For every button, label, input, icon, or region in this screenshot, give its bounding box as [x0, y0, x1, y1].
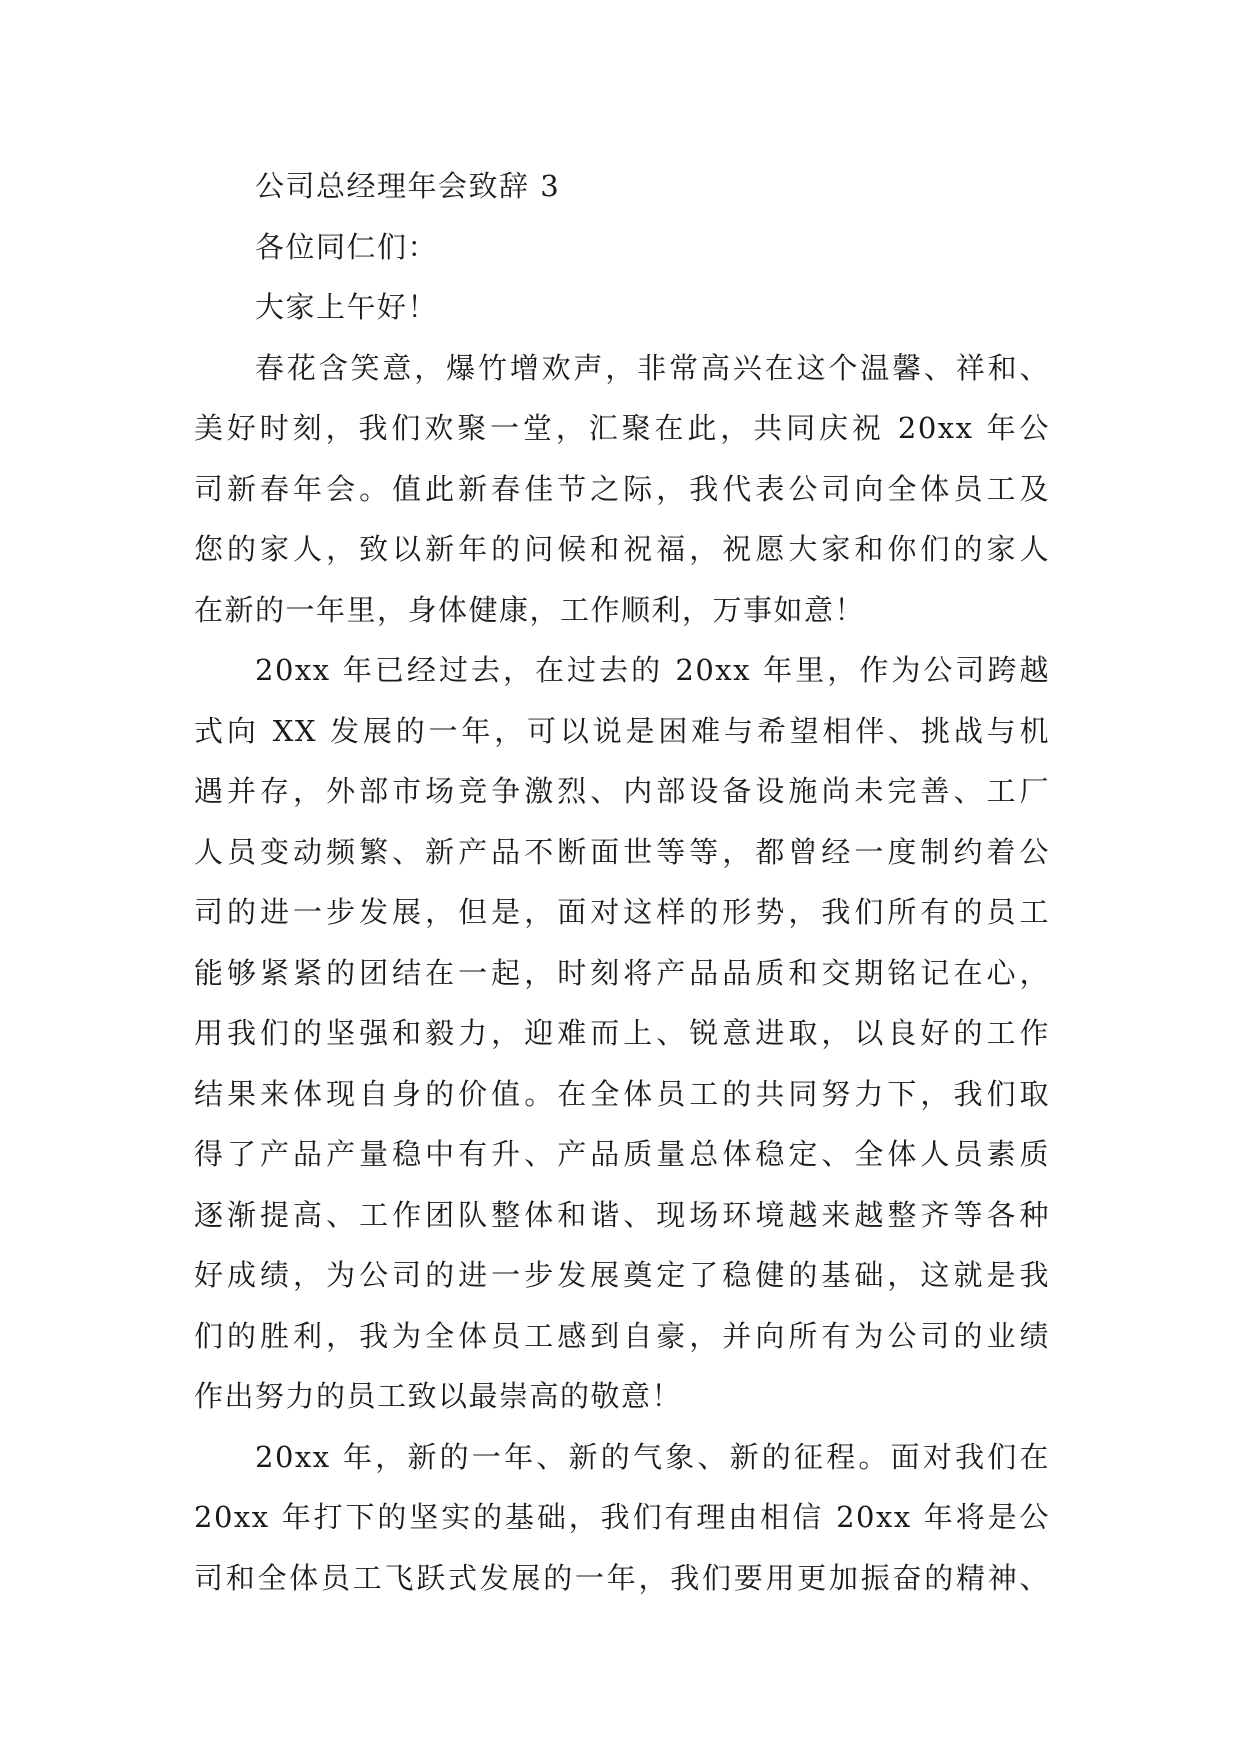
paragraph-line: 司新春年会。值此新春佳节之际，我代表公司向全体员工及 [194, 471, 1050, 506]
paragraph-line: 司的进一步发展，但是，面对这样的形势，我们所有的员工 [194, 895, 1050, 929]
paragraph-line: 逐渐提高、工作团队整体和谐、现场环境越来越整齐等各种 [194, 1197, 1050, 1232]
paragraph-line: 20xx 年打下的坚实的基础，我们有理由相信 20xx 年将是公 [194, 1500, 1050, 1534]
paragraph-line: 20xx 年已经过去，在过去的 20xx 年里，作为公司跨越 [255, 653, 1050, 687]
document-title: 公司总经理年会致辞 3 [255, 169, 561, 203]
paragraph-line: 式向 XX 发展的一年，可以说是困难与希望相伴、挑战与机 [194, 713, 1050, 748]
paragraph-line: 您的家人，致以新年的问候和祝福，祝愿大家和你们的家人 [194, 532, 1050, 566]
paragraph-line: 得了产品产量稳中有升、产品质量总体稳定、全体人员素质 [194, 1137, 1050, 1171]
paragraph-line: 美好时刻，我们欢聚一堂，汇聚在此，共同庆祝 20xx 年公 [194, 411, 1050, 445]
paragraph-line: 好成绩，为公司的进一步发展奠定了稳健的基础，这就是我 [194, 1258, 1050, 1292]
paragraph-line: 们的胜利，我为全体员工感到自豪，并向所有为公司的业绩 [194, 1318, 1050, 1353]
paragraph-line: 作出努力的员工致以最崇高的敬意！ [194, 1379, 683, 1413]
paragraph-line: 人员变动频繁、新产品不断面世等等，都曾经一度制约着公 [194, 834, 1050, 869]
paragraph-line: 结果来体现自身的价值。在全体员工的共同努力下，我们取 [194, 1076, 1050, 1111]
paragraph-1 [194, 338, 1050, 641]
paragraph-line: 20xx 年，新的一年、新的气象、新的征程。面对我们在 [255, 1439, 1050, 1474]
document-body [194, 156, 1050, 1608]
paragraph-line: 能够紧紧的团结在一起，时刻将产品品质和交期铭记在心， [194, 955, 1050, 990]
paragraph-line: 遇并存，外部市场竞争激烈、内部设备设施尚未完善、工厂 [194, 774, 1050, 808]
greeting: 大家上午好！ [255, 290, 439, 324]
paragraph-line: 春花含笑意，爆竹增欢声，非常高兴在这个温馨、祥和、 [255, 350, 1050, 385]
paragraph-line: 司和全体员工飞跃式发展的一年，我们要用更加振奋的精神、 [194, 1560, 1050, 1595]
paragraph-line: 在新的一年里，身体健康，工作顺利，万事如意！ [194, 592, 866, 627]
paragraph-3 [194, 1427, 1050, 1609]
salutation: 各位同仁们： [255, 229, 439, 264]
paragraph-line: 用我们的坚强和毅力，迎难而上、锐意进取，以良好的工作 [194, 1016, 1050, 1050]
paragraph-2 [194, 640, 1050, 1427]
